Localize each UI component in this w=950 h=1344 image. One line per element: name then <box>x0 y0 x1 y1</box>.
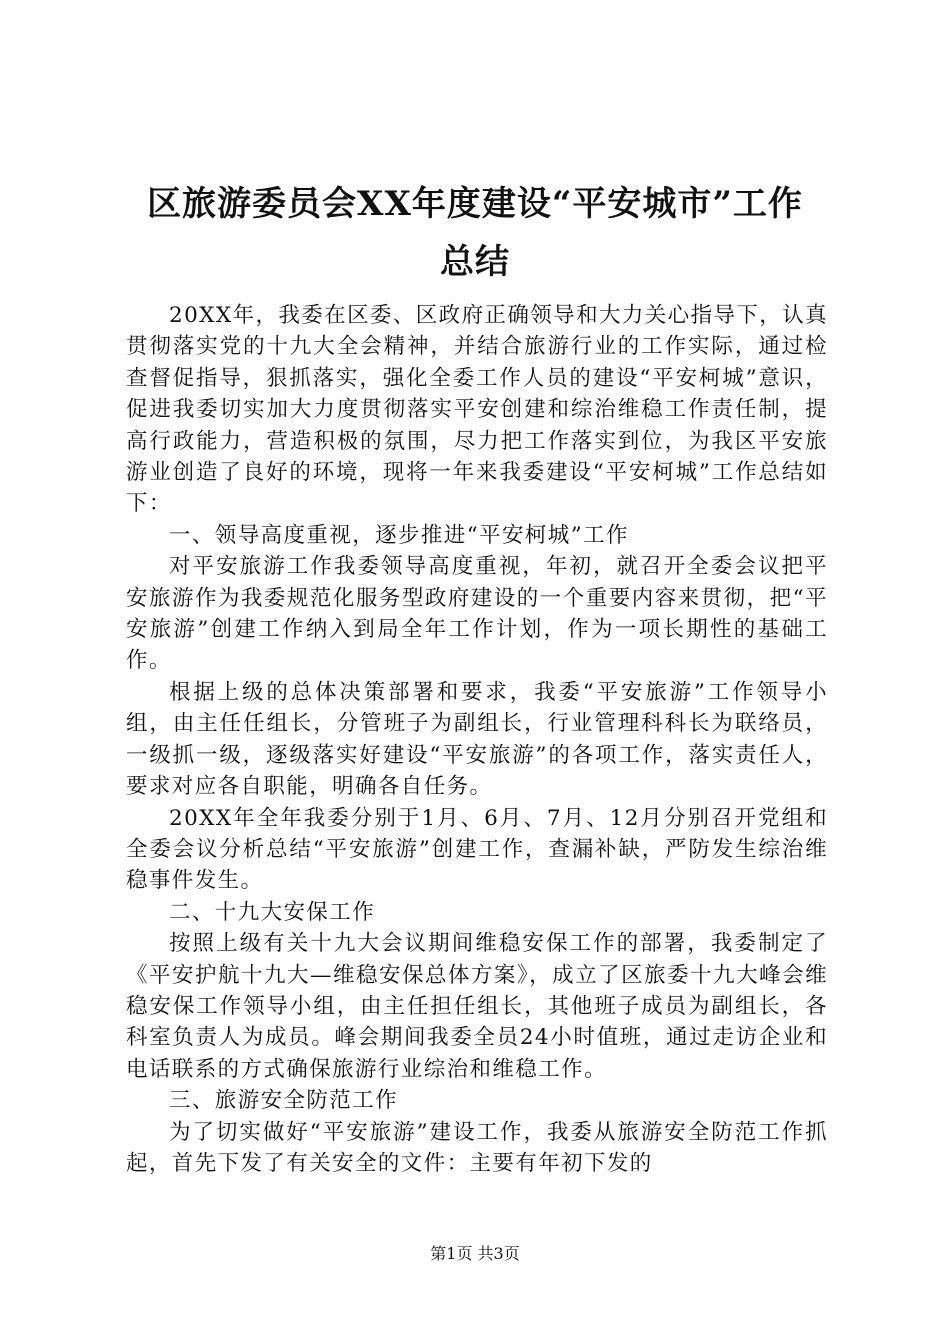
paragraph-intro: 20XX年，我委在区委、区政府正确领导和大力关心指导下，认真贯彻落实党的十九大全会精神，并结合旅游行业的工作实际，通过检查督促指导，狠抓落实，强化全委工作人员的建设“平安柯城”意识，促进我委切实加大力度贯彻落实平安创建和综治维稳工作责任制，提高行政能力，营造积极的氛围，尽力把工作落实到位，为我区平安旅游业创造了良好的环境，现将一年来我委建设“平安柯城”工作总结如下： <box>126 303 828 517</box>
paragraph: 对平安旅游工作我委领导高度重视，年初，就召开全委会议把平安旅游作为我委规范化服务型政府建设的一个重要内容来贯彻，把“平安旅游”创建工作纳入到局全年工作计划，作为一项长期性的基础工作。 <box>126 554 828 674</box>
document-body <box>126 300 828 1179</box>
section-heading-2: 二、十九大安保工作 <box>169 899 376 925</box>
paragraph: 按照上级有关十九大会议期间维稳安保工作的部署，我委制定了《平安护航十九大—维稳安保总体方案》，成立了区旅委十九大峰会维稳安保工作领导小组，由主任担任组长，其他班子成员为副组长，各科室负责人为成员。峰会期间我委全员24小时值班，通过走访企业和电话联系的方式确保旅游行业综治和维稳工作。 <box>126 931 828 1082</box>
paragraph: 为了切实做好“平安旅游”建设工作，我委从旅游安全防范工作抓起，首先下发了有关安全的文件：主要有年初下发的 <box>126 1119 828 1176</box>
section-heading-1: 一、领导高度重视，逐步推进“平安柯城”工作 <box>169 522 629 548</box>
section-heading-3: 三、旅游安全防范工作 <box>169 1088 399 1114</box>
paragraph: 20XX年全年我委分别于1月、6月、7月、12月分别召开党组和全委会议分析总结“平安旅游”创建工作，查漏补缺，严防发生综治维稳事件发生。 <box>126 805 828 894</box>
document-title-line-2: 总结 <box>440 242 510 282</box>
document-title-line-1: 区旅游委员会XX年度建设“平安城市”工作 <box>147 184 803 224</box>
page-footer: 第1页 共3页 <box>430 1244 520 1263</box>
paragraph: 根据上级的总体决策部署和要求，我委“平安旅游”工作领导小组，由主任任组长，分管班子为副组长，行业管理科科长为联络员，一级抓一级，逐级落实好建设“平安旅游”的各项工作，落实责任人，要求对应各自职能，明确各自任务。 <box>126 679 828 800</box>
